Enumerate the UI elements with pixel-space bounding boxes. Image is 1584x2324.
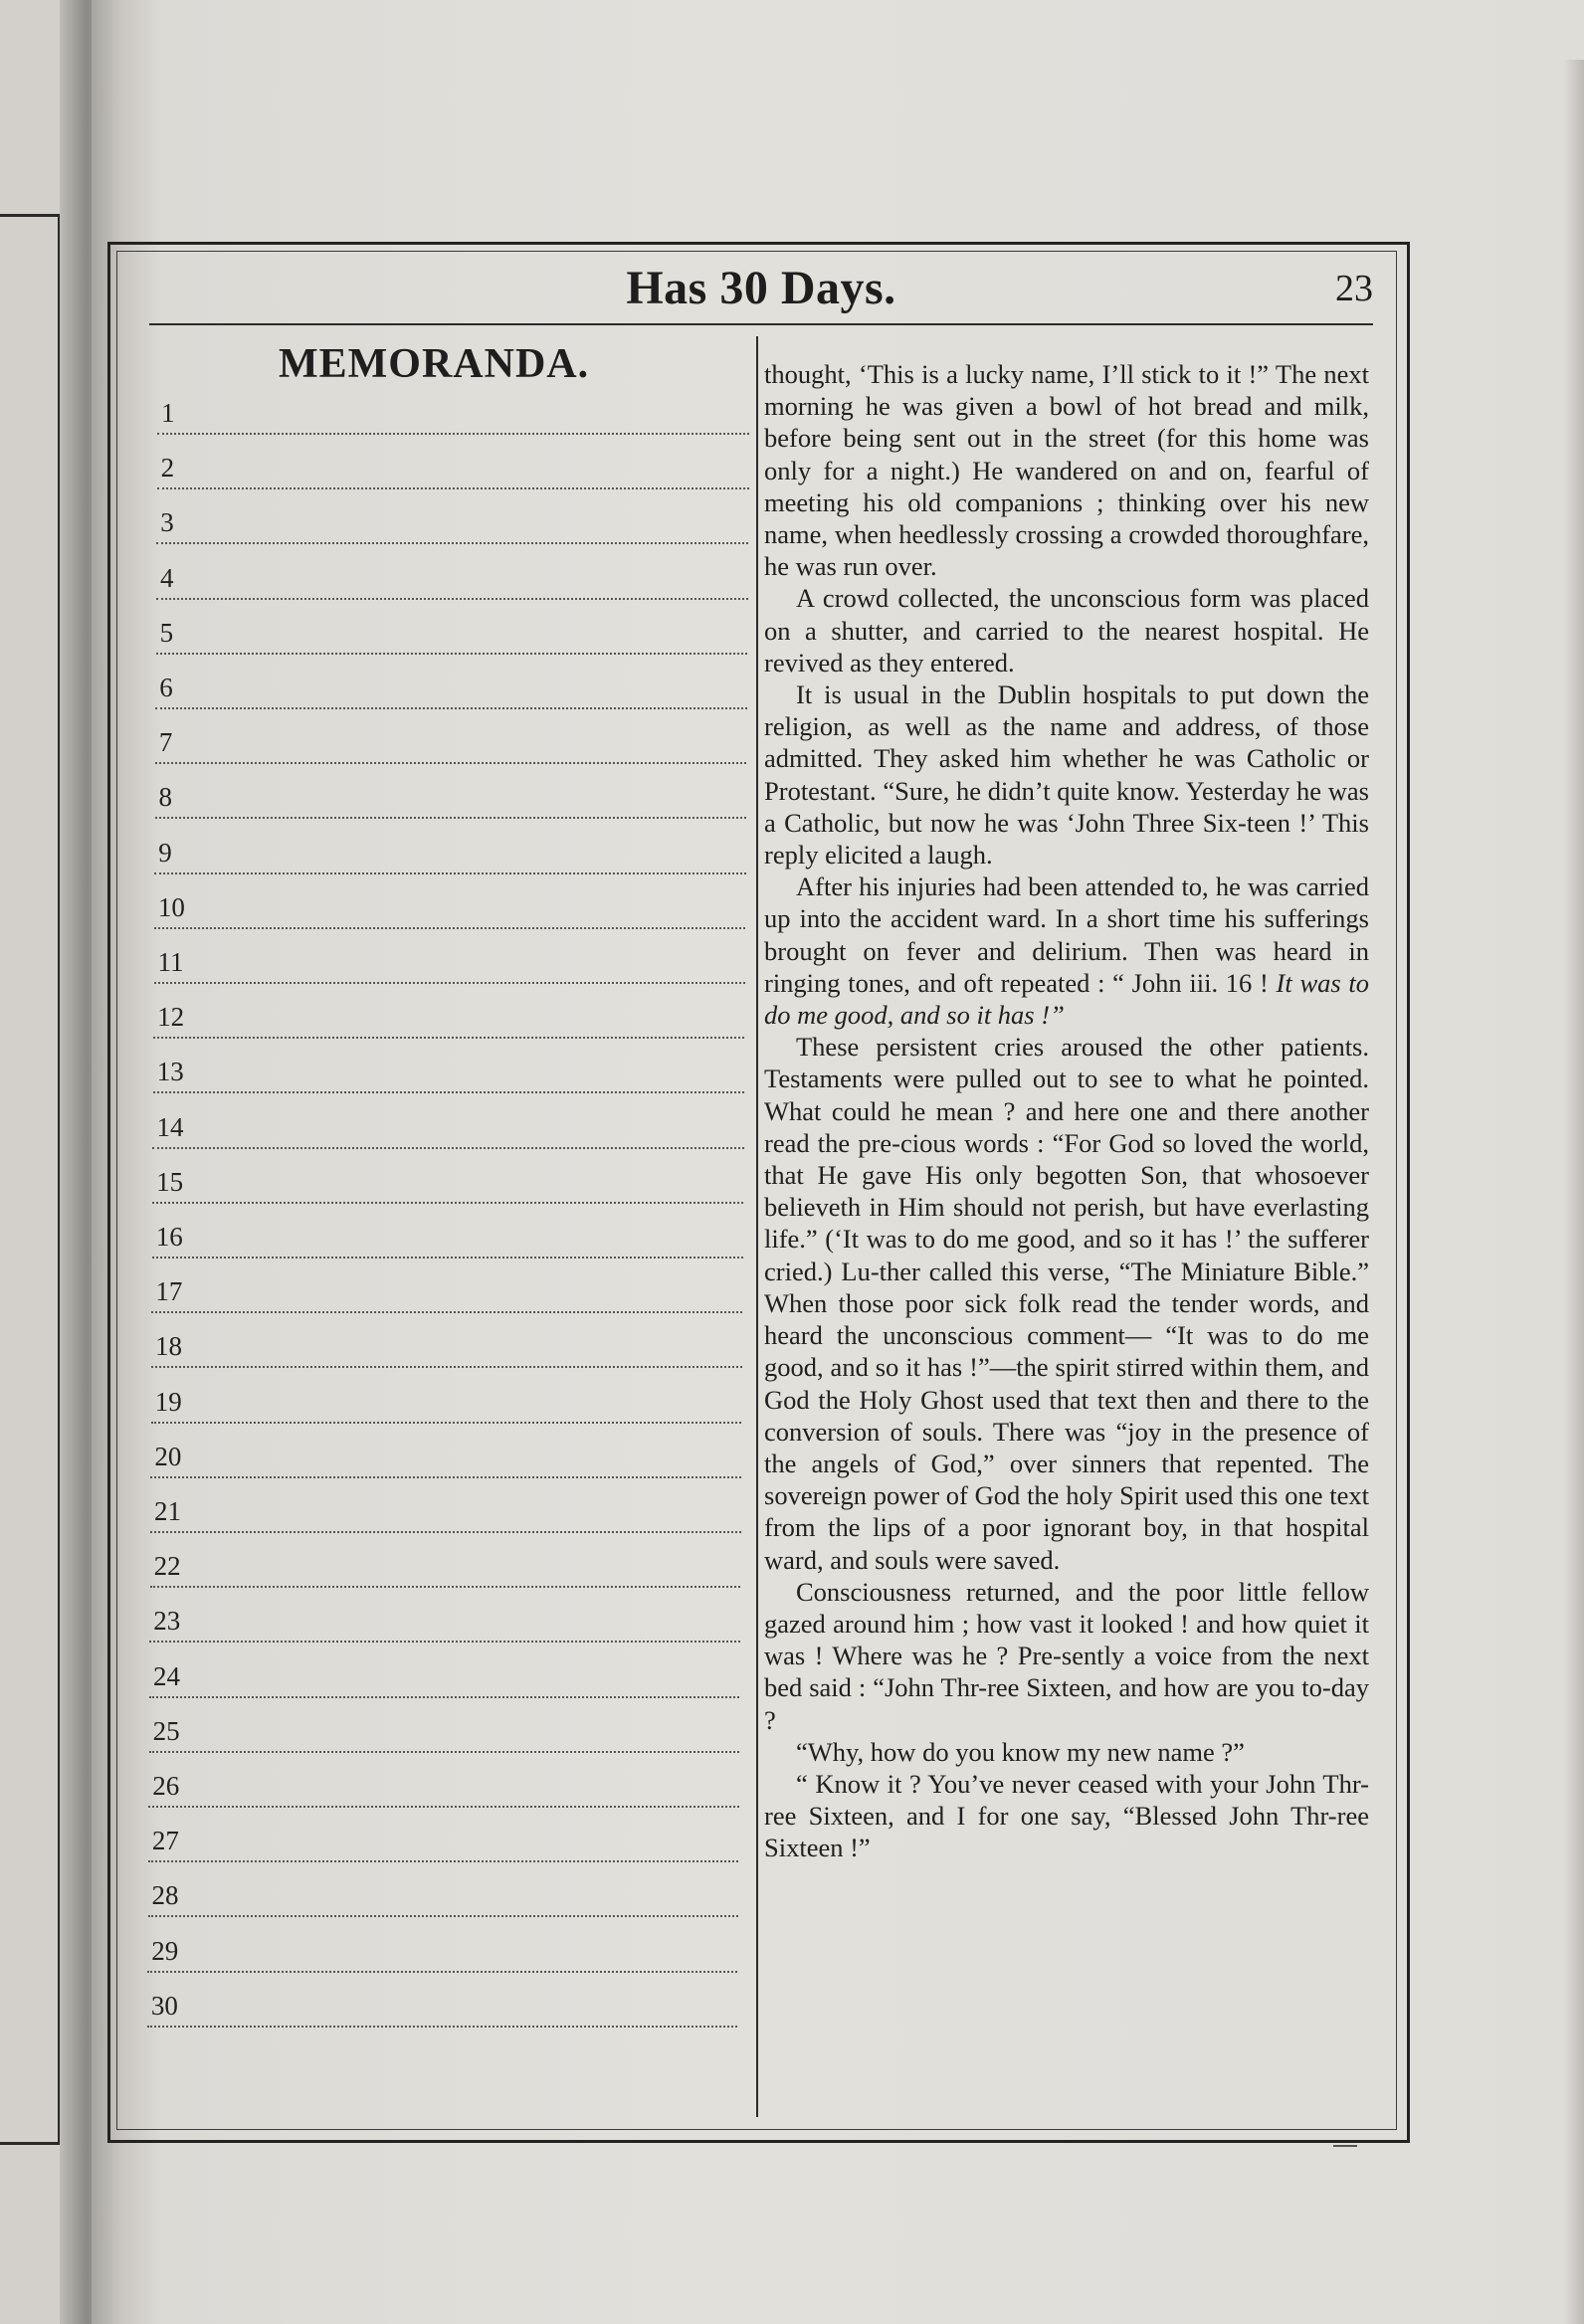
page-header (149, 261, 1373, 320)
story-paragraph: Consciousness returned, and the poor little fellow gazed around him ; how vast it looked ! and how quiet it was ! Where was he ? Pre-sently a voice from the next bed said : “John Thr-ree Sixteen, and how are you to-day ? (764, 1576, 1369, 1735)
memo-line (151, 1386, 742, 1424)
memo-line (152, 1166, 743, 1204)
memo-line (153, 1057, 744, 1093)
memo-day-number: 2 (160, 453, 175, 484)
story-paragraph (764, 871, 1369, 1031)
memo-day-number: 28 (151, 1880, 179, 1911)
memo-line (148, 1880, 738, 1917)
memo-day-number: 17 (155, 1276, 183, 1307)
previous-page-frame (0, 214, 61, 2145)
memo-day-number: 3 (160, 507, 174, 538)
memo-day-number: 10 (157, 891, 185, 922)
memo-line (149, 1606, 739, 1643)
story-paragraph: These persistent cries aroused the other patients. Testaments were pulled out to see to what he pointed. What could he mean ? and here one and there another read the pre-cious words : “For God so loved the world, that He gave His only begotten Son, that whosoever believeth in Him should not perish, but have everlasting life.” (‘It was to do me good, and so it has !’ the sufferer cried.) Lu-ther called this verse, “The Miniature Bible.” When those poor sick folk read the tender words, and heard the unconscious comment— “It was to do me good, and so it has !”—the spirit stirred within them, and God the Holy Ghost used that text then and there to the conversion of souls. There was “joy in the presence of the angels of God,” over sinners that repented. The sovereign power of God the holy Spirit used this one text from the lips of a poor ignorant boy, in that hospital ward, and souls were saved. (764, 1032, 1369, 1575)
story-paragraph: A crowd collected, the unconscious form was placed on a shutter, and carried to the nearest hospital. He revived as they entered. (764, 583, 1369, 678)
memo-day-number: 24 (152, 1660, 180, 1691)
memo-day-number: 16 (155, 1222, 183, 1252)
memo-line (152, 1222, 743, 1259)
memo-day-number: 20 (154, 1441, 182, 1471)
memo-line (157, 453, 749, 489)
memo-line (156, 562, 748, 600)
memo-line (153, 1002, 744, 1039)
memo-day-number: 29 (151, 1935, 179, 1966)
memo-line (150, 1551, 741, 1588)
story-paragraph: thought, ‘This is a lucky name, I’ll stick to it !” The next morning he was given a bowl of hot bread and milk, before being sent out in the street (for this home was only for a night.) He wandered on and on, fearful of meeting his old companions ; thinking over his new name, when heedlessly crossing a crowded thoroughfare, he was run over. (764, 359, 1369, 582)
memo-line (151, 1331, 742, 1368)
memo-day-number: 18 (155, 1331, 183, 1362)
memo-line (151, 1276, 742, 1313)
memo-line (147, 1990, 737, 2028)
memo-day-number: 11 (157, 947, 184, 977)
memo-day-number: 8 (158, 782, 173, 813)
page-number: 23 (1335, 268, 1373, 309)
memo-line (148, 1826, 738, 1862)
memo-day-number: 21 (154, 1496, 181, 1526)
story-paragraph: “Why, how do you know my new name ?” (796, 1736, 1245, 1767)
memo-line (152, 1111, 743, 1149)
memo-day-number: 15 (156, 1166, 184, 1197)
memo-day-number: 13 (156, 1057, 184, 1087)
memo-day-number: 7 (158, 727, 173, 758)
memo-line (148, 1771, 738, 1808)
memo-day-number: 27 (151, 1826, 179, 1856)
memo-line (155, 673, 747, 709)
memo-day-number: 4 (159, 562, 174, 593)
story-paragraph: “ Know it ? You’ve never ceased with your John Thr-ree Sixteen, and I for one say, “Blessed John Thr-ree Sixteen !” (764, 1768, 1369, 1863)
printer-mark (1333, 2145, 1357, 2147)
memo-day-number: 14 (156, 1111, 184, 1142)
story-text: After his injuries had been attended to, he was carried up into the accident ward. In a short time his sufferings brought on fever and delirium. Then was heard in ringing tones, and oft repeated : “ John iii. 16 ! (764, 872, 1369, 998)
column-divider (756, 336, 758, 2117)
page-right-edge (1564, 60, 1584, 2324)
memo-day-number: 19 (154, 1386, 182, 1417)
memo-line (154, 947, 745, 984)
memo-line (154, 891, 745, 929)
memo-day-number: 12 (157, 1002, 185, 1033)
memo-line (147, 1935, 737, 1973)
memo-day-number: 23 (153, 1606, 181, 1637)
story-italic-text: It was to do me good, and so it has !” (764, 967, 1369, 1031)
memo-day-number: 25 (152, 1715, 180, 1746)
memo-line (154, 837, 745, 874)
story-text-column (764, 358, 1369, 1864)
memo-line (156, 507, 748, 544)
memo-line (155, 727, 747, 764)
header-rule (149, 323, 1373, 325)
memo-day-number: 22 (153, 1551, 181, 1582)
memo-line (156, 617, 748, 655)
memo-day-number: 5 (159, 617, 174, 648)
memo-day-number: 30 (150, 1990, 178, 2021)
memo-day-number: 9 (158, 837, 172, 868)
memo-line (149, 1660, 739, 1698)
memoranda-heading: MEMORANDA. (279, 341, 590, 387)
memo-day-number: 1 (161, 398, 175, 428)
memo-line (155, 782, 747, 819)
memo-line (150, 1496, 741, 1533)
page-title: Has 30 Days. (626, 262, 896, 314)
memo-line (157, 398, 749, 435)
memo-line (149, 1715, 739, 1753)
memo-line (150, 1441, 741, 1478)
story-paragraph: It is usual in the Dublin hospitals to put down the religion, as well as the name and address, of those admitted. They asked him whether he was Catholic or Protestant. “Sure, he didn’t quite know. Yesterday he was a Catholic, but now he was ‘John Three Six-teen !’ This reply elicited a laugh. (764, 679, 1369, 871)
memo-day-number: 26 (152, 1771, 180, 1801)
memo-day-number: 6 (159, 673, 173, 702)
